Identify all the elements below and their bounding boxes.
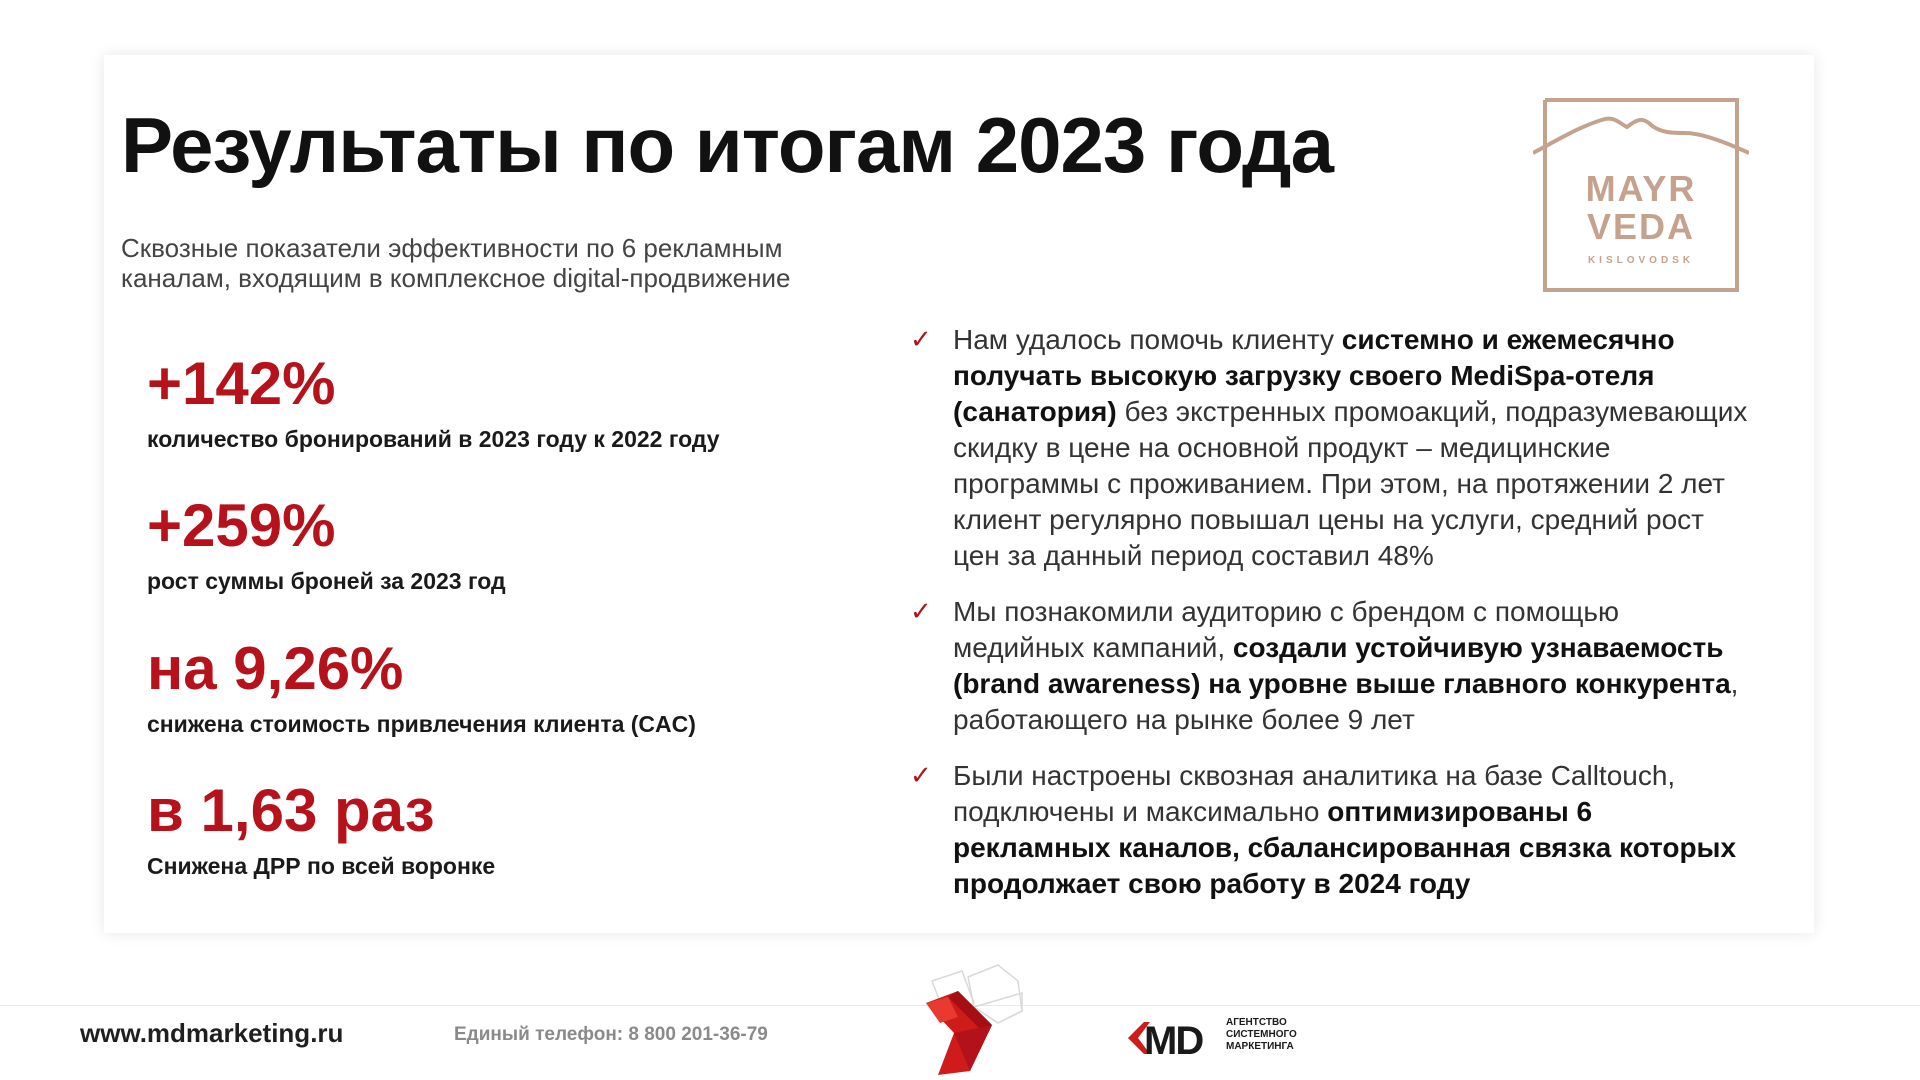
page-subtitle (121, 233, 841, 293)
bullet-text: , работающего на рынке более 9 лет (953, 668, 1739, 735)
bullet-bold-text: системно и ежемесячно получать высокую загрузку своего MediSpa-отеля (санатория) (953, 324, 1675, 427)
bullet-bold-text: создали устойчивую узнаваемость (brand awareness) на уровне выше главного конкурента (953, 632, 1731, 699)
subtitle-line-2: каналам, входящим в комплексное digital-продвижение (121, 263, 791, 293)
stat-item-revenue (147, 494, 506, 595)
stat-value: в 1,63 раз (147, 777, 435, 844)
bullet-text: Мы познакомили аудиторию с брендом с помощью медийных кампаний, (953, 596, 1620, 663)
stat-value: +259% (147, 492, 336, 559)
bullet-item-load (910, 322, 1750, 574)
checkmark-icon: ✓ (910, 760, 932, 790)
agency-name (1226, 1017, 1336, 1053)
stat-label: Снижена ДРР по всей воронке (147, 853, 496, 879)
agency-line-1: АГЕНТСТВО (1226, 1017, 1287, 1028)
website-link[interactable]: www.mdmarketing.ru (80, 1018, 344, 1048)
subtitle-line-1: Сквозные показатели эффективности по 6 рекламным (121, 233, 783, 263)
stat-label: рост суммы броней за 2023 год (147, 568, 506, 594)
checkmark-icon: ✓ (910, 596, 932, 626)
stat-item-cac (147, 637, 696, 738)
stat-value: на 9,26% (147, 635, 404, 702)
results-bullets (910, 322, 1750, 902)
stat-item-drr (147, 779, 495, 880)
bullet-text: Были настроены сквозная аналитика на базе Calltouch, подключены и максимально (953, 760, 1676, 827)
stat-label: снижена стоимость привлечения клиента (CAC) (147, 711, 696, 737)
stat-value: +142% (147, 350, 336, 417)
logo-line-2: VEDA (1586, 206, 1696, 247)
bullet-bold-text: оптимизированы 6 рекламных каналов, сбалансированная связка которых продолжает свою работу в 2024 году (953, 796, 1737, 899)
md-arrow-mark-icon (918, 963, 1028, 1080)
agency-line-3: МАРКЕТИНГА (1226, 1041, 1294, 1052)
checkmark-icon: ✓ (910, 324, 932, 354)
stat-item-bookings (147, 352, 720, 453)
bullet-text: без экстренных промоакций, подразумевающих скидку в цене на основной продукт – медицинские программы с проживанием. При этом, на протяжении 2 лет клиент регулярно повышал цены на услуги, средний рост цен за данный период составил 48% (953, 396, 1748, 571)
logo-line-3: KISLOVODSK (1587, 255, 1695, 266)
phone-number: Единый телефон: 8 800 201-36-79 (454, 1024, 768, 1045)
agency-line-2: СИСТЕМНОГО (1226, 1029, 1297, 1040)
bullet-item-brand (910, 594, 1750, 738)
bullet-text: Нам удалось помочь клиенту (953, 324, 1342, 355)
bullet-item-analytics (910, 758, 1750, 902)
mayr-veda-logo (1533, 97, 1749, 297)
md-logo-mark: MD (1144, 1019, 1203, 1058)
stat-label: количество бронирований в 2023 году к 2022 году (147, 426, 720, 452)
page-title: Результаты по итогам 2023 года (121, 101, 1333, 189)
logo-line-1: MAYR (1585, 168, 1697, 209)
